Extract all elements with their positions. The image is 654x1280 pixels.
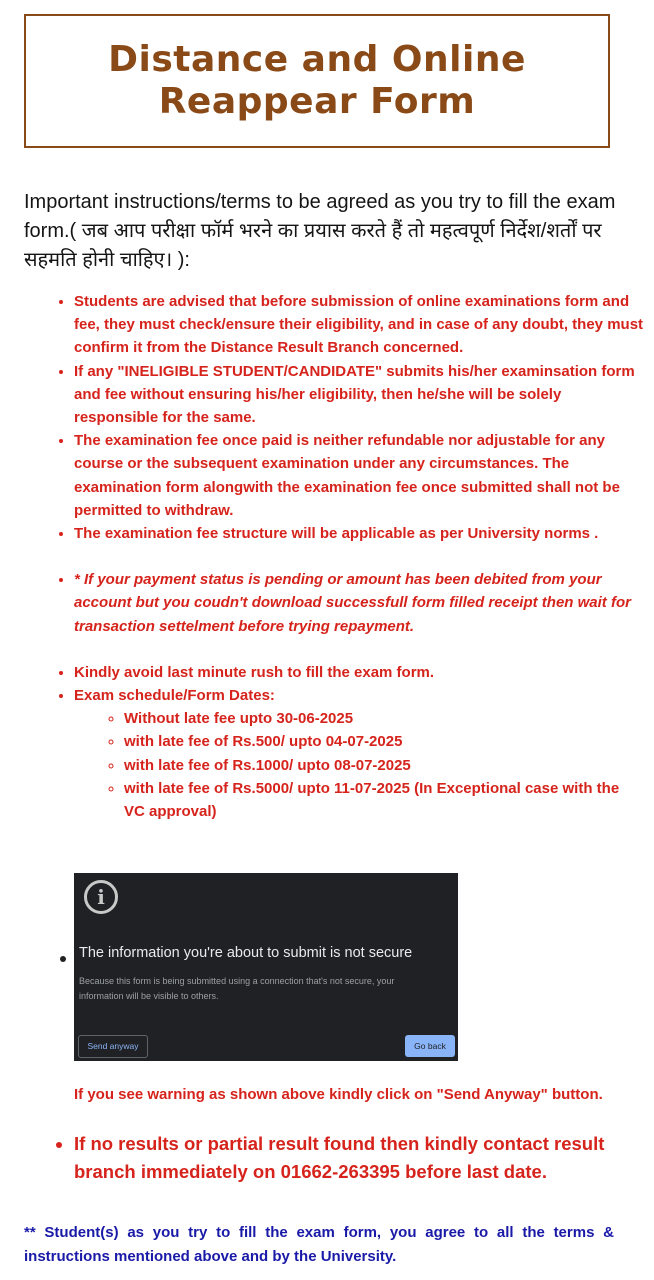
schedule-item: ◦ Without late fee upto 30-06-2025 xyxy=(124,707,644,730)
instruction-item-payment-pending: • * If your payment status is pending or amount has been debited from your account but you coudn't download successfull form filled receipt then wait for transaction settelment before trying repayment. xyxy=(74,568,644,638)
instruction-item-ineligible: • If any "INELIGIBLE STUDENT/CANDIDATE" submits his/her examinsation form and fee without ensuring his/her eligibility, then he/she will be solely responsible for the same. xyxy=(74,360,644,430)
results-list xyxy=(56,1130,644,1186)
warning-bullet xyxy=(60,956,66,962)
warning-title: The information you're about to submit is not secure xyxy=(79,945,413,961)
results-contact-note: • If no results or partial result found then kindly contact result branch immediately on 01662-263395 before last date. xyxy=(74,1130,644,1186)
instruction-item-fee-refund: • The examination fee once paid is neither refundable nor adjustable for any course or the subsequent examination under any circumstances. The examination form alongwith the examination fee once submitted shall not be permitted to withdraw. xyxy=(74,429,644,522)
page-title-box xyxy=(24,14,610,148)
schedule-item: ◦ with late fee of Rs.1000/ upto 08-07-2025 xyxy=(124,754,644,777)
go-back-button-image: Go back xyxy=(405,1035,455,1057)
instruction-item-fee-structure: • The examination fee structure will be applicable as per University norms . xyxy=(74,522,644,545)
agreement-footer-note: ** Student(s) as you try to fill the exam form, you agree to all the terms & instructions mentioned above and by the University. xyxy=(24,1224,614,1265)
insecure-form-warning-screenshot xyxy=(74,873,458,1061)
schedule-item: ◦ with late fee of Rs.5000/ upto 11-07-2025 (In Exceptional case with the VC approval) xyxy=(124,777,644,823)
schedule-heading: Exam schedule/Form Dates: xyxy=(74,687,275,705)
page-title-line-2: Reappear Form xyxy=(158,81,476,122)
send-anyway-button-image: Send anyway xyxy=(78,1035,148,1058)
instructions-heading: Important instructions/terms to be agreed as you try to fill the exam form.( जब आप परीक्षा फॉर्म भरने का प्रयास करते हैं तो महत्वपूर्ण निर्देश/शर्तों पर सहमति होनी चाहिए। ): xyxy=(24,191,616,271)
schedule-list xyxy=(74,707,644,823)
info-icon: i xyxy=(84,880,118,914)
schedule-item: ◦ with late fee of Rs.500/ upto 04-07-2025 xyxy=(124,730,644,753)
instruction-item-schedule xyxy=(74,684,644,823)
instructions-list xyxy=(56,290,644,823)
instruction-item-last-minute: • Kindly avoid last minute rush to fill the exam form. xyxy=(74,661,644,684)
warning-note: If you see warning as shown above kindly click on "Send Anyway" button. xyxy=(74,1086,603,1103)
page-title-line-1: Distance and Online xyxy=(108,39,526,80)
instruction-item-eligibility: • Students are advised that before submission of online examinations form and fee, they must check/ensure their eligibility, and in case of any doubt, they must confirm it from the Distance Result Branch concerned. xyxy=(74,290,644,360)
warning-description: Because this form is being submitted using a connection that's not secure, your information will be visible to others. xyxy=(79,976,395,1001)
